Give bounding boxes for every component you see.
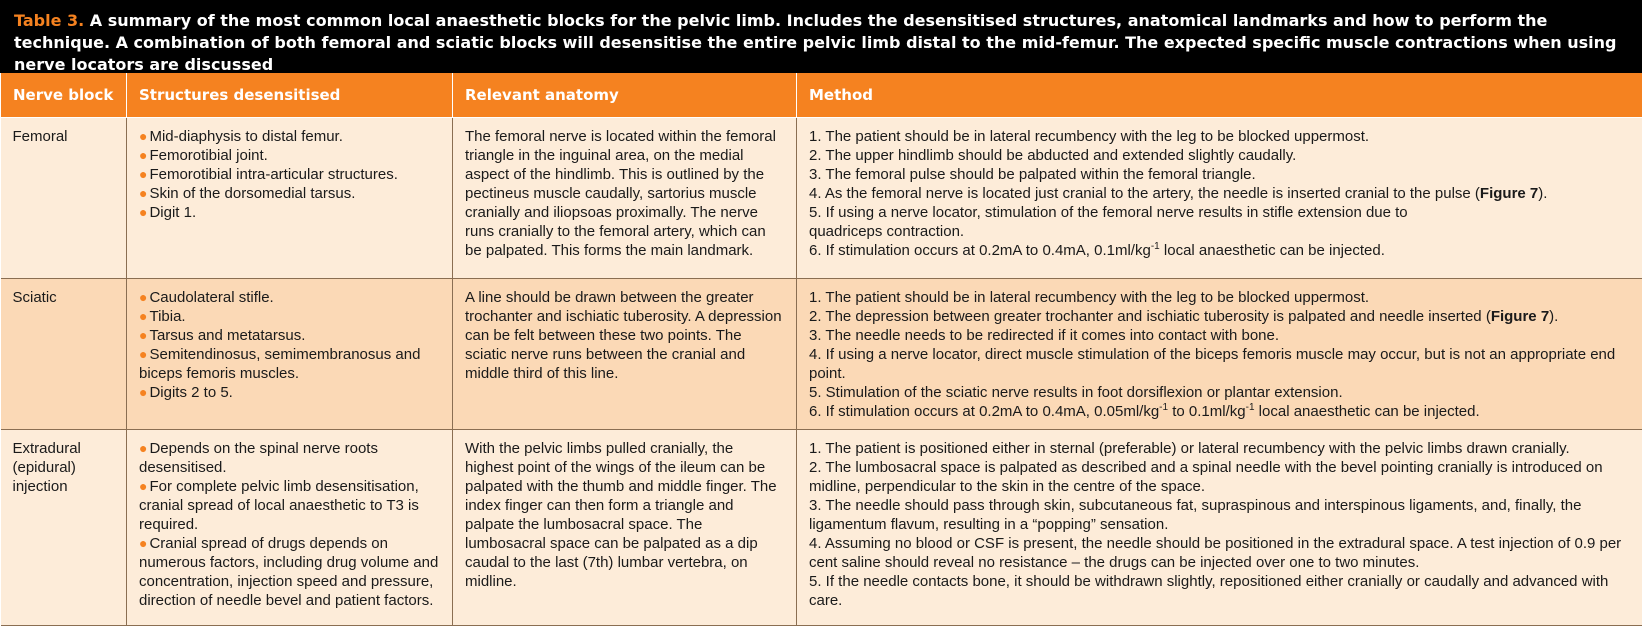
list-item: ● Mid-diaphysis to distal femur. [139, 128, 343, 145]
nerve-block-name: Extradural (epidural) injection [1, 430, 127, 626]
method-step: 6. If stimulation occurs at 0.2mA to 0.4mA, $0.05ml/kg^{-1}$ to $0.1ml/kg^{-1}$ local anaesthetic can be injected. [809, 402, 1480, 420]
bullet-icon: ● [139, 166, 148, 182]
header-method: Method [797, 73, 1642, 118]
method-step: 5. Stimulation of the sciatic nerve results in foot dorsiflexion or plantar extension. [809, 384, 1343, 401]
table-label: Table 3. [14, 11, 85, 30]
method-step: 4. Assuming no blood or CSF is present, the needle should be positioned in the extradural space. A test injection of 0.9 per cent saline should reveal no resistance – the drugs can be injected over one to two minutes. [809, 535, 1622, 571]
list-item: ● Femorotibial intra-articular structures. [139, 166, 398, 183]
list-item: ● Semitendinosus, semimembranosus and biceps femoris muscles. [139, 346, 421, 382]
anatomy-cell: A line should be drawn between the greater trochanter and ischiatic tuberosity. A depression can be felt between these two points. The sciatic nerve runs between the cranial and middle third of this line. [453, 279, 797, 430]
list-item: ● Depends on the spinal nerve roots desensitised. [139, 440, 378, 476]
method-step: 5. If the needle contacts bone, it should be withdrawn slightly, repositioned either cranially or caudally and advanced with care. [809, 573, 1609, 609]
figure-reference: Figure 7 [1479, 185, 1539, 202]
list-item: ● Skin of the dorsomedial tarsus. [139, 185, 356, 202]
table-row [1, 279, 1642, 430]
bullet-icon: ● [139, 440, 148, 456]
method-step: 1. The patient is positioned either in sternal (preferable) or lateral recumbency with the pelvic limbs drawn cranially. [809, 440, 1570, 457]
anatomy-cell: With the pelvic limbs pulled cranially, the highest point of the wings of the ileum can be palpated with the thumb and middle finger. The index finger can then form a triangle and palpate the lumbosacral space. The lumbosacral space can be palpated as a dip caudal to the last (7th) lumbar vertebra, on midline. [453, 430, 797, 626]
bullet-icon: ● [139, 147, 148, 163]
method-step: 3. The needle should pass through skin, subcutaneous fat, supraspinous and interspinous ligaments, and, finally, the ligamentum flavum, resulting in a “popping” sensation. [809, 497, 1582, 533]
list-item: ● For complete pelvic limb desensitisation, cranial spread of local anaesthetic to T3 is required. [139, 478, 419, 533]
bullet-icon: ● [139, 346, 148, 362]
method-step: 2. The lumbosacral space is palpated as described and a spinal needle with the bevel pointing cranially is introduced on midline, perpendicular to the skin in the centre of the space. [809, 459, 1603, 495]
method-cell [797, 118, 1642, 279]
method-cell [797, 430, 1642, 626]
caption-text: A summary of the most common local anaesthetic blocks for the pelvic limb. Includes the desensitised structures, anatomical landmarks and how to perform the technique. A combination of both femoral and sciatic blocks will desensitise the entire pelvic limb distal to the mid-femur. The expected specific muscle contractions when using nerve locators are discussed [14, 11, 1617, 74]
method-step: 4. If using a nerve locator, direct muscle stimulation of the biceps femoris muscle may occur, but is not an appropriate end point. [809, 346, 1616, 382]
method-step: 3. The femoral pulse should be palpated within the femoral triangle. [809, 166, 1256, 183]
structures-cell [127, 279, 453, 430]
header-nerve-block: Nerve block [1, 73, 127, 118]
method-step: 2. The upper hindlimb should be abducted and extended slightly caudally. [809, 147, 1297, 164]
table-row [1, 430, 1642, 626]
method-step: 3. The needle needs to be redirected if it comes into contact with bone. [809, 327, 1280, 344]
method-step: quadriceps contraction. [809, 223, 965, 240]
bullet-icon: ● [139, 308, 148, 324]
figure-reference: Figure 7 [1490, 308, 1550, 325]
list-item: ● Cranial spread of drugs depends on numerous factors, including drug volume and concentration, injection speed and pressure, direction of needle bevel and patient factors. [139, 535, 439, 609]
structures-cell [127, 430, 453, 626]
table-row [1, 118, 1642, 279]
method-cell [797, 279, 1642, 430]
bullet-icon: ● [139, 535, 148, 551]
header-anatomy: Relevant anatomy [453, 73, 797, 118]
bullet-icon: ● [139, 327, 148, 343]
bullet-icon: ● [139, 289, 148, 305]
method-step: 5. If using a nerve locator, stimulation of the femoral nerve results in stifle extension due to [809, 204, 1408, 221]
list-item: ● Digits 2 to 5. [139, 384, 233, 401]
bullet-icon: ● [139, 384, 148, 400]
nerve-block-name: Sciatic [1, 279, 127, 430]
structures-cell [127, 118, 453, 279]
method-step: 4. As the femoral nerve is located just cranial to the artery, the needle is inserted cranial to the pulse (Figure 7). [809, 185, 1548, 202]
nerve-block-name: Femoral [1, 118, 127, 279]
method-step: 6. If stimulation occurs at 0.2mA to 0.4mA, $0.1ml/kg^{-1}$ local anaesthetic can be injected. [809, 241, 1385, 259]
method-step: 1. The patient should be in lateral recumbency with the leg to be blocked uppermost. [809, 289, 1370, 306]
table-caption [0, 0, 1642, 73]
bullet-icon: ● [139, 185, 148, 201]
method-step: 2. The depression between greater trochanter and ischiatic tuberosity is palpated and needle inserted (Figure 7). [809, 308, 1559, 325]
header-structures: Structures desensitised [127, 73, 453, 118]
bullet-icon: ● [139, 478, 148, 494]
nerve-block-table [0, 73, 1642, 626]
list-item: ● Caudolateral stifle. [139, 289, 274, 306]
list-item: ● Tarsus and metatarsus. [139, 327, 306, 344]
header-row [1, 73, 1642, 118]
list-item: ● Digit 1. [139, 204, 197, 221]
anatomy-cell: The femoral nerve is located within the femoral triangle in the inguinal area, on the medial aspect of the hindlimb. This is outlined by the pectineus muscle caudally, sartorius muscle cranially and iliopsoas proximally. The nerve runs cranially to the femoral artery, which can be palpated. This forms the main landmark. [453, 118, 797, 279]
list-item: ● Femorotibial joint. [139, 147, 268, 164]
list-item: ● Tibia. [139, 308, 186, 325]
method-step: 1. The patient should be in lateral recumbency with the leg to be blocked uppermost. [809, 128, 1370, 145]
bullet-icon: ● [139, 204, 148, 220]
bullet-icon: ● [139, 128, 148, 144]
